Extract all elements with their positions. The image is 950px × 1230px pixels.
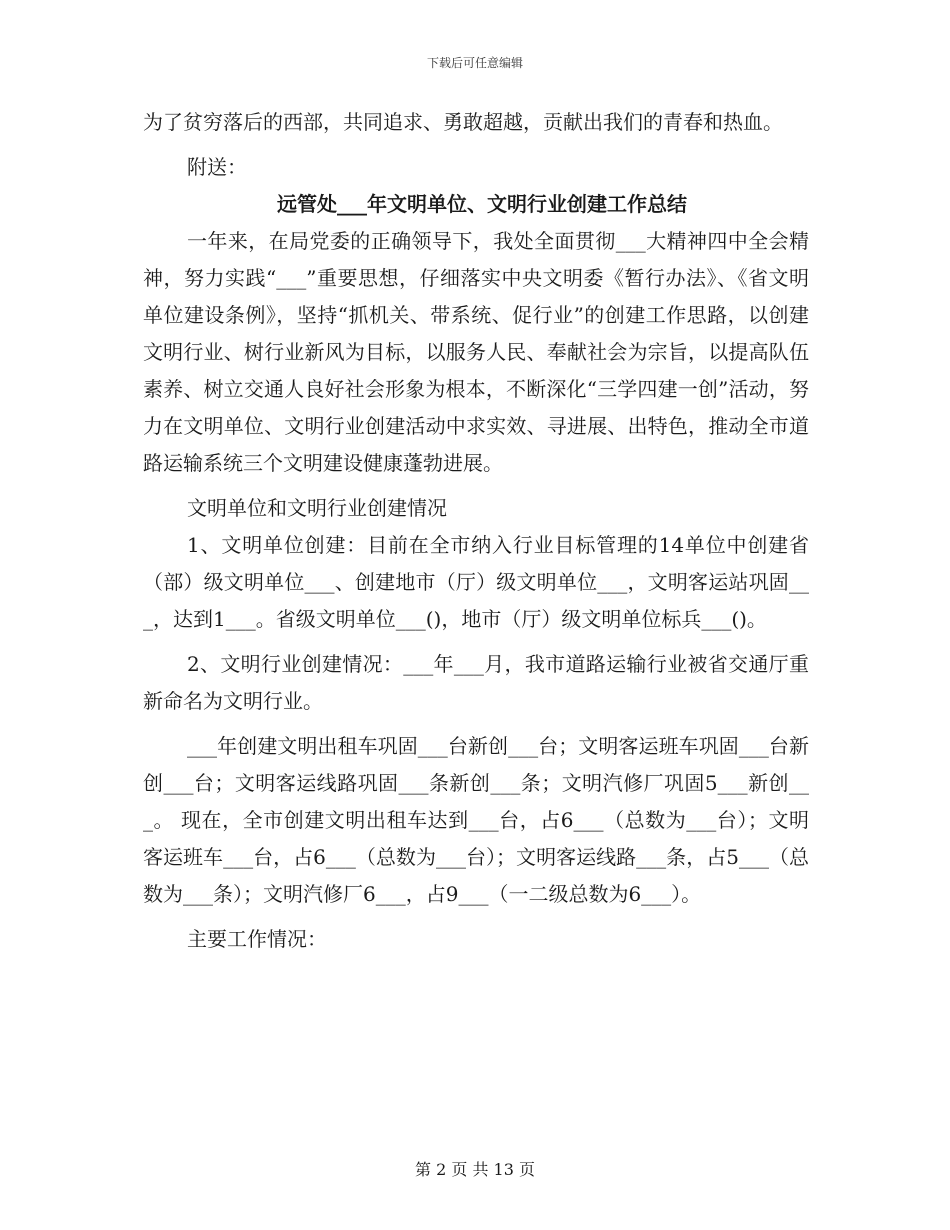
document-title: 远管处___年文明单位、文明行业创建工作总结 xyxy=(277,192,687,216)
civilized-unit-paragraph: 1、文明单位创建：目前在全市纳入行业目标管理的14单位中创建省（部）级文明单位___、创建地市（厅）级文明单位___，文明客运站巩固___，达到1___。省级文明单位___()，地市（厅）级文明单位标兵___()。 xyxy=(143,533,809,631)
section-heading: 文明单位和文明行业创建情况 xyxy=(187,496,447,520)
header-note: 下载后可任意编辑 xyxy=(426,56,523,70)
civilized-industry-paragraph: 2、文明行业创建情况：___年___月，我市道路运输行业被省交通厅重新命名为文明行业。 xyxy=(143,652,809,713)
statistics-paragraph: ___年创建文明出租车巩固___台新创___台；文明客运班车巩固___台新创___台；文明客运线路巩固___条新创___条；文明汽修厂巩固5___新创___。 现在，全市创建文明出租车达到___台，占6___（总数为___台）；文明客运班车___台，占6___（总数为___台）；文明客运线路___条，占5___（总数为___条）；文明汽修厂6___，占9___（一二级总数为6___）。 xyxy=(143,734,809,906)
intro-paragraph: 为了贫穷落后的西部，共同追求、勇敢超越，贡献出我们的青春和热血。 xyxy=(143,110,783,134)
attachment-label: 附送： xyxy=(187,155,247,179)
summary-paragraph: 一年来，在局党委的正确领导下，我处全面贯彻___大精神四中全会精神，努力实践“___”重要思想，仔细落实中央文明委《暂行办法》、《省文明单位建设条例》，坚持“抓机关、带系统、促行业”的创建工作思路，以创建文明行业、树行业新风为目标，以服务人民、奉献社会为宗旨，以提高队伍素养、树立交通人良好社会形象为根本，不断深化“三学四建一创”活动，努力在文明单位、文明行业创建活动中求实效、寻进展、出特色，推动全市道路运输系统三个文明建设健康蓬勃进展。 xyxy=(143,229,809,475)
document-body xyxy=(143,104,809,958)
main-work-heading: 主要工作情况： xyxy=(187,927,327,951)
page-number: 第 2 页 共 13 页 xyxy=(415,1160,535,1179)
